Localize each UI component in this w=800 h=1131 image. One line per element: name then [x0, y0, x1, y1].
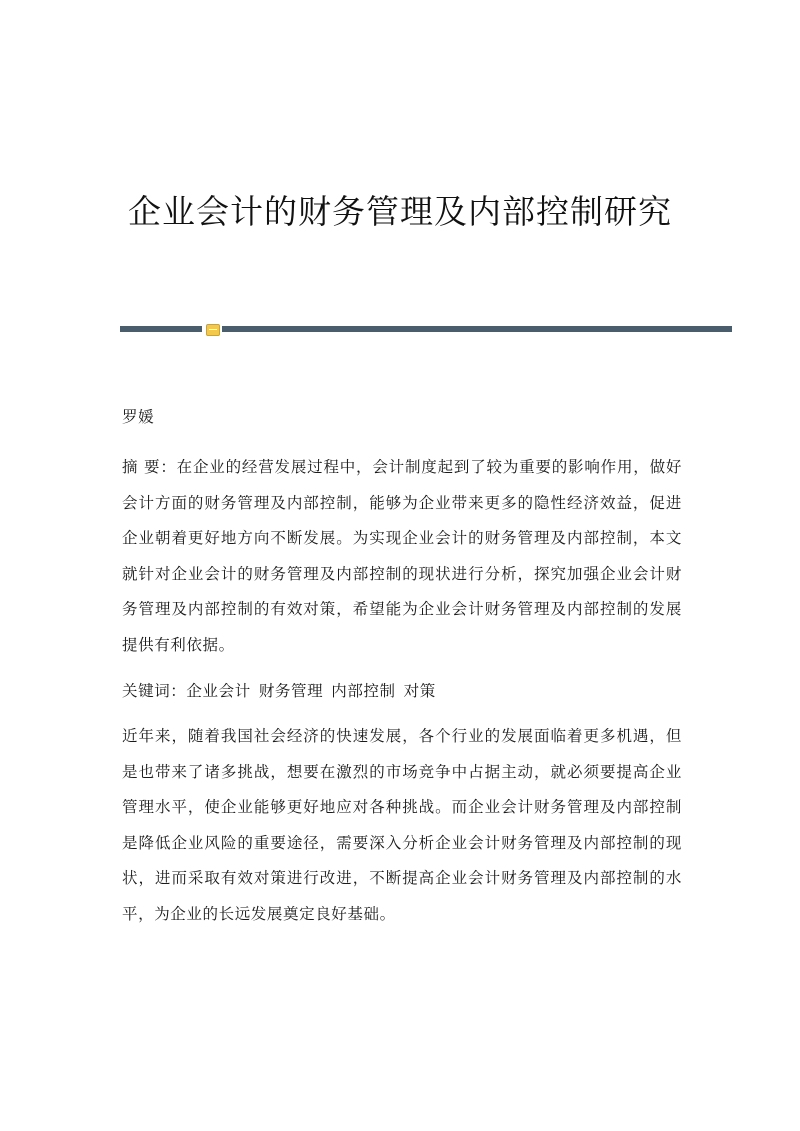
- article-body: [122, 402, 682, 942]
- divider-bar-right: [222, 326, 732, 332]
- author-name: 罗媛: [122, 408, 155, 426]
- abstract: [122, 450, 682, 663]
- keyword-item: 对策: [403, 682, 436, 700]
- abstract-text: 在企业的经营发展过程中，会计制度起到了较为重要的影响作用，做好会计方面的财务管理及内部控制，能够为企业带来更多的隐性经济效益，促进企业朝着更好地方向不断发展。为实现企业会计的财务管理及内部控制，本文就针对企业会计的财务管理及内部控制的现状进行分析，探究加强企业会计财务管理及内部控制的有效对策，希望能为企业会计财务管理及内部控制的发展提供有利依据。: [122, 458, 683, 654]
- divider-bar-left: [120, 326, 202, 332]
- keywords: [122, 673, 682, 709]
- body-paragraph: 近年来，随着我国社会经济的快速发展，各个行业的发展面临着更多机遇，但是也带来了诸多挑战，想要在激烈的市场竞争中占据主动，就必须要提高企业管理水平，使企业能够更好地应对各种挑战。而企业会计财务管理及内部控制是降低企业风险的重要途径，需要深入分析企业会计财务管理及内部控制的现状，进而采取有效对策进行改进，不断提高企业会计财务管理及内部控制的水平，为企业的长远发展奠定良好基础。: [122, 727, 682, 923]
- document-icon: [206, 324, 220, 336]
- keyword-item: 内部控制: [331, 682, 396, 700]
- title-divider: [120, 324, 732, 338]
- keywords-label: 关键词：: [122, 682, 187, 700]
- page-title: 企业会计的财务管理及内部控制研究: [128, 192, 672, 231]
- keyword-item: 财务管理: [258, 682, 324, 700]
- abstract-label: 摘 要：: [122, 458, 177, 476]
- keyword-item: 企业会计: [186, 682, 251, 700]
